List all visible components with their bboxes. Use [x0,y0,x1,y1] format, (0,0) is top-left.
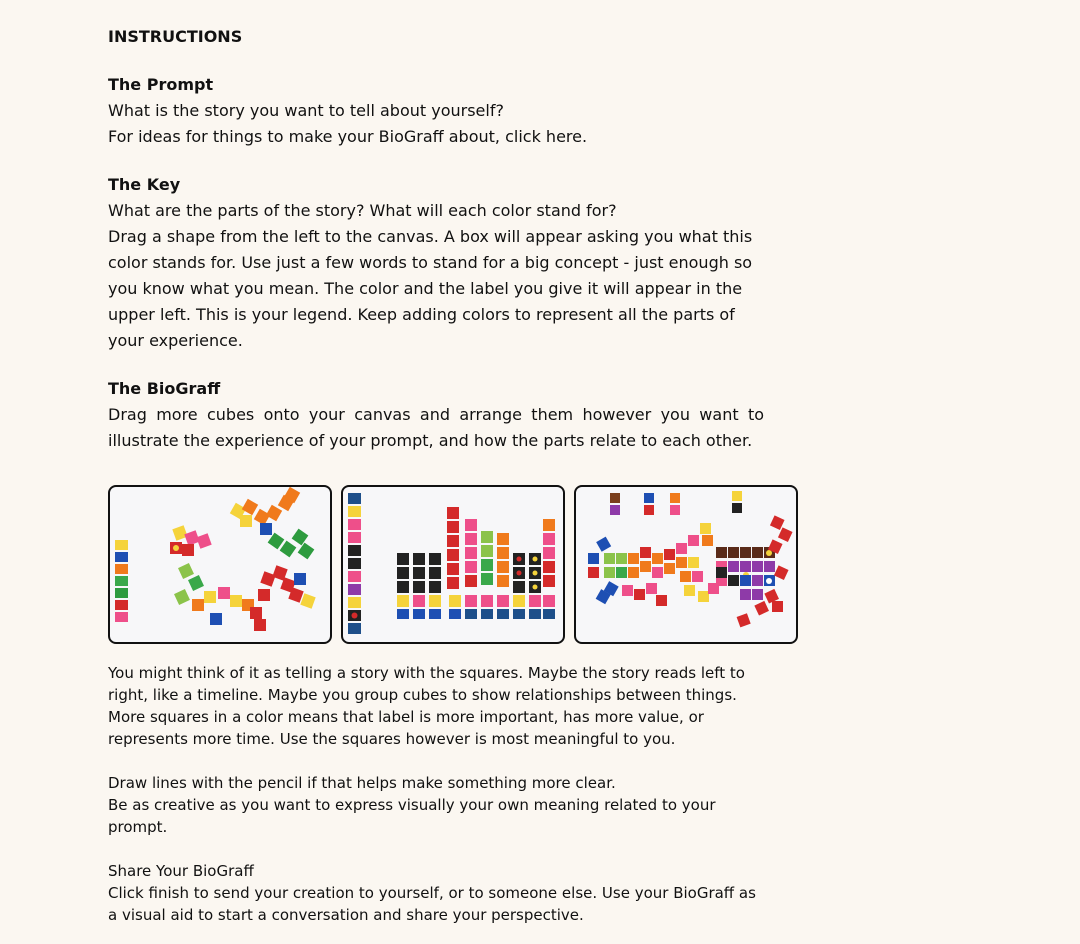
cube-legend-column [348,493,361,634]
cube-cluster-yellow-orange [230,487,300,535]
example-figure-image [574,485,798,644]
example-columns-image [341,485,565,644]
lower-instructions [108,662,788,926]
cube-cluster-bottom [192,587,270,631]
prompt-section [108,72,768,150]
example-scatter-image [108,485,332,644]
key-description: Drag a shape from the left to the canvas. A box will appear asking you what this color stands for. Use just a few words to stand for a big concept - just enough so you know what you mean. The color and the label you give it will appear in the upper left. This is your legend. Keep adding colors to represent all the parts of your experience. [108,227,753,350]
biograff-description: Drag more cubes onto your canvas and arrange them however you want to illustrate the experience of your prompt, and how the parts relate to each other. [108,405,764,450]
cube-legend-column [115,540,128,622]
share-text: Click finish to send your creation to yourself, or to someone else. Use your BioGraff as a visual aid to start a conversation and share your perspective. [108,884,756,924]
cube-top-row [610,491,742,515]
share-title: Share Your BioGraff [108,862,254,880]
prompt-title: The Prompt [108,75,214,94]
biograff-title: The BioGraff [108,379,221,398]
key-section [108,172,768,354]
biograff-section [108,376,768,454]
story-paragraph: You might think of it as telling a story with the squares. Maybe the story reads left to right, like a timeline. Maybe you group cubes to show relationships between things. More squares in a color means that label is more important, has more value, or represents more time. Use the squares however is most meaningful to you. [108,664,745,748]
prompt-question: What is the story you want to tell about yourself? [108,101,504,120]
cube-columns [397,507,555,619]
key-title: The Key [108,175,181,194]
example-images [108,485,798,645]
cube-cluster-red-pink [170,525,212,556]
instructions-heading: INSTRUCTIONS [108,27,243,46]
cube-figure-right [716,515,793,627]
creative-text: Be as creative as you want to express visually your own meaning related to your prompt. [108,796,716,836]
instructions-column [108,24,768,454]
prompt-ideas-link[interactable]: For ideas for things to make your BioGraff about, click here. [108,127,588,146]
cube-cluster-red-right [260,565,315,608]
key-question: What are the parts of the story? What will each color stand for? [108,201,617,220]
cube-figure-center [676,523,727,602]
cube-figure-left [588,537,675,606]
draw-lines-text: Draw lines with the pencil if that helps make something more clear. [108,774,616,792]
